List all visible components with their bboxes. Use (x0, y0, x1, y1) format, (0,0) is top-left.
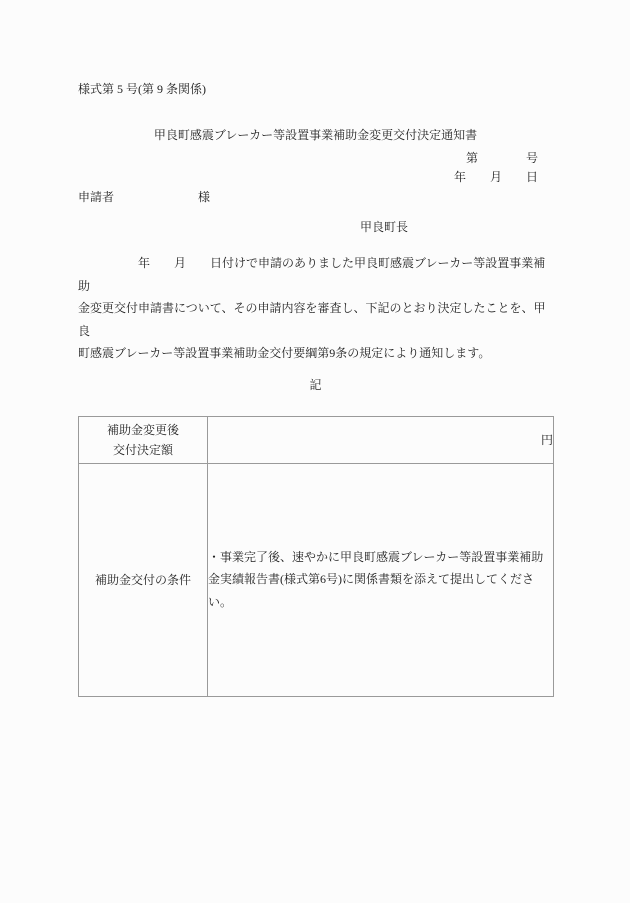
body-paragraph (78, 252, 553, 365)
table-row-amount (79, 416, 554, 463)
sender-name: 甲良町長 (360, 220, 409, 234)
body-line-3: 町感震ブレーカー等設置事業補助金交付要綱第9条の規定により通知します。 (78, 346, 491, 360)
body-line-1: 年 月 日付けで申請のありました甲良町感震ブレーカー等設置事業補助 (78, 256, 546, 293)
condition-line-1: ・事業完了後、速やかに甲良町感震ブレーカー等設置事業補助 (208, 549, 544, 564)
applicant-line: 申請者 様 (78, 190, 211, 204)
document-title: 甲良町感震ブレーカー等設置事業補助金変更交付決定通知書 (153, 128, 478, 142)
amount-header-line-1: 補助金変更後 (106, 422, 179, 437)
form-number: 様式第 5 号(第 9 条関係) (78, 82, 206, 96)
decision-table (78, 416, 554, 697)
amount-value-cell (208, 416, 554, 463)
document-number-line: 第 号 (465, 151, 538, 165)
yen-unit-label: 円 (540, 432, 553, 447)
table-row-conditions (79, 463, 554, 696)
amount-header-line-2: 交付決定額 (112, 442, 173, 457)
body-line-2: 金変更交付申請書について、その申請内容を審査し、下記のとおり決定したことを、甲良 (78, 301, 546, 338)
condition-line-2: 金実績報告書(様式第6号)に関係書類を添えて提出してくださ (208, 572, 534, 587)
amount-header-cell (79, 416, 208, 463)
ki-heading: 記 (309, 377, 322, 392)
condition-line-3: い。 (208, 594, 233, 609)
conditions-value-cell (208, 463, 554, 696)
date-line: 年 月 日 (453, 170, 538, 184)
conditions-header-cell: 補助金交付の条件 (79, 463, 208, 696)
